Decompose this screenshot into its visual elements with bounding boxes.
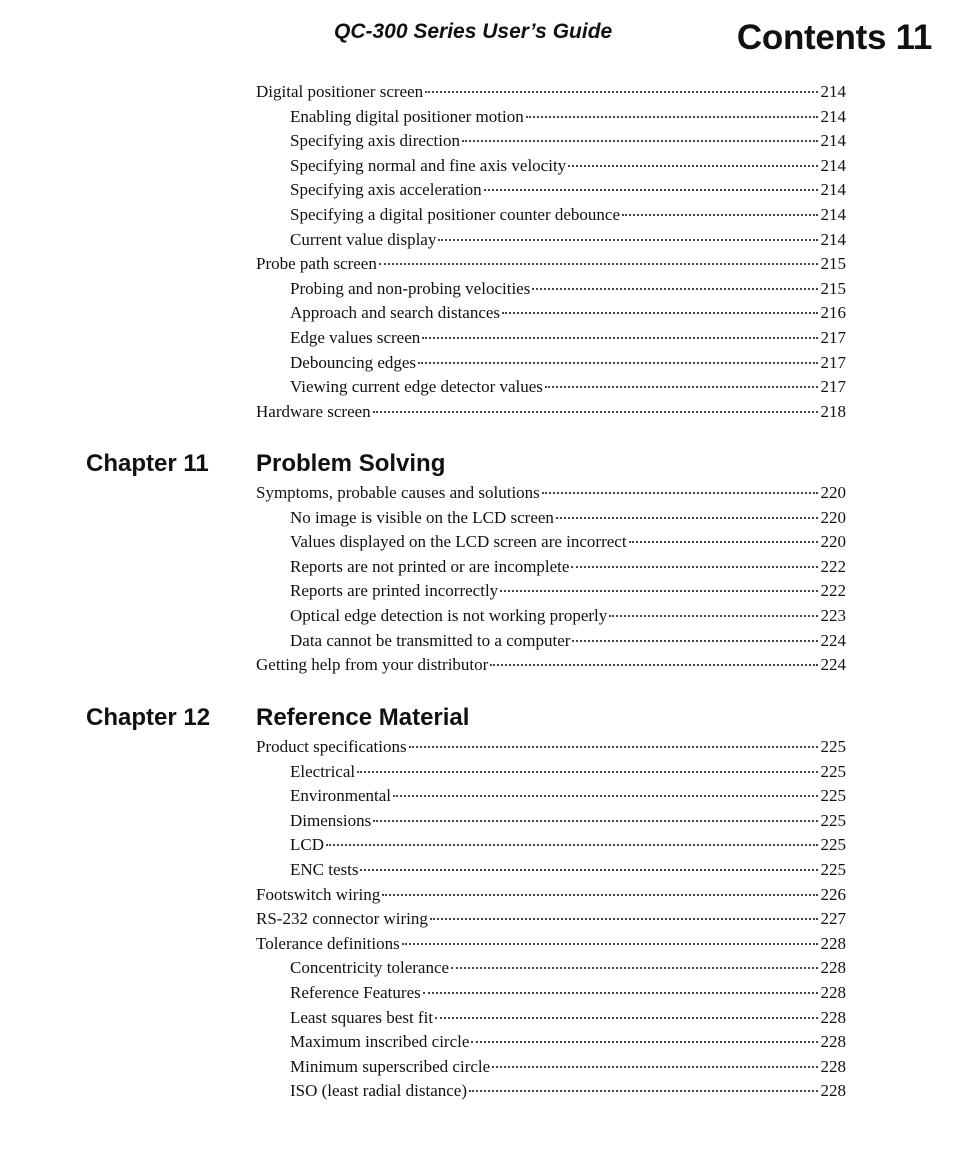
toc-entry-title: RS-232 connector wiring — [256, 909, 428, 929]
toc-entry-page: 217 — [820, 352, 846, 372]
toc-leader-dots — [490, 664, 817, 666]
toc-entry-title: Dimensions — [290, 810, 372, 830]
toc-entry-page: 220 — [820, 507, 846, 527]
toc-leader-dots — [360, 869, 817, 871]
toc-entry-page: 226 — [820, 884, 846, 904]
toc-entry-page: 214 — [820, 106, 846, 126]
toc-leader-dots — [609, 615, 817, 617]
toc-entry[interactable] — [256, 351, 846, 376]
toc-entry[interactable] — [256, 277, 846, 302]
toc-entry[interactable] — [256, 252, 846, 277]
toc-leader-dots — [492, 1066, 817, 1068]
toc-leader-dots — [326, 844, 818, 846]
toc-entry[interactable] — [256, 809, 846, 834]
toc-entry-page: 215 — [820, 254, 846, 274]
toc-entry-page: 225 — [820, 761, 846, 781]
toc-leader-dots — [622, 214, 818, 216]
toc-entry-page: 217 — [820, 377, 846, 397]
toc-leader-dots — [545, 386, 818, 388]
toc-entry-title: Data cannot be transmitted to a computer — [290, 630, 571, 650]
toc-entry-page: 217 — [820, 327, 846, 347]
toc-entry-title: Specifying axis acceleration — [290, 180, 482, 200]
toc-leader-dots — [379, 263, 818, 265]
toc-entry-title: Minimum superscribed circle — [290, 1056, 491, 1076]
toc-entry-page: 228 — [820, 1007, 846, 1027]
toc-entry-title: Maximum inscribed circle — [290, 1032, 470, 1052]
chapter-label-11: Chapter 11 — [86, 450, 209, 477]
toc-entry[interactable] — [256, 932, 846, 957]
toc-entry-title: Current value display — [290, 229, 437, 249]
toc-entry[interactable] — [256, 400, 846, 425]
toc-leader-dots — [430, 918, 818, 920]
toc-entry-title: Values displayed on the LCD screen are incorrect — [290, 532, 627, 552]
toc-entry-title: Debouncing edges — [290, 352, 417, 372]
toc-entry-page: 228 — [820, 982, 846, 1002]
toc-entry-title: Approach and search distances — [290, 303, 501, 323]
toc-leader-dots — [409, 746, 818, 748]
toc-entry-page: 224 — [820, 655, 846, 675]
toc-entry-title: ENC tests — [290, 859, 359, 879]
toc-entry-page: 215 — [820, 278, 846, 298]
toc-entry-title: Specifying a digital positioner counter debounce — [290, 204, 620, 224]
toc-entry-title: LCD — [290, 835, 324, 855]
toc-entry[interactable] — [256, 530, 846, 555]
toc-entry[interactable] — [256, 784, 846, 809]
toc-leader-dots — [438, 239, 817, 241]
toc-entry[interactable] — [256, 735, 846, 760]
toc-leader-dots — [422, 337, 817, 339]
toc-entry-page: 228 — [820, 1056, 846, 1076]
toc-entry[interactable] — [256, 604, 846, 629]
toc-leader-dots — [393, 795, 817, 797]
toc-entry[interactable] — [256, 555, 846, 580]
toc-entry-page: 214 — [820, 229, 846, 249]
toc-entry[interactable] — [256, 481, 846, 506]
toc-entry-page: 220 — [820, 532, 846, 552]
toc-entry-title: Hardware screen — [256, 401, 371, 421]
toc-entry-page: 225 — [820, 786, 846, 806]
toc-leader-dots — [526, 116, 818, 118]
toc-entry[interactable] — [256, 1006, 846, 1031]
toc-leader-dots — [502, 312, 817, 314]
toc-leader-dots — [373, 820, 817, 822]
toc-leader-dots — [423, 992, 818, 994]
toc-entry-title: Specifying axis direction — [290, 131, 460, 151]
toc-leader-dots — [572, 640, 817, 642]
toc-entry[interactable] — [256, 1030, 846, 1055]
toc-entry-page: 222 — [820, 556, 846, 576]
toc-entry-page: 218 — [820, 401, 846, 421]
toc-entry[interactable] — [256, 579, 846, 604]
toc-leader-dots — [568, 165, 817, 167]
toc-leader-dots — [451, 967, 817, 969]
toc-entry[interactable] — [256, 506, 846, 531]
toc-entry[interactable] — [256, 301, 846, 326]
toc-entry[interactable] — [256, 154, 846, 179]
toc-entry-title: Electrical — [290, 761, 356, 781]
toc-entry-title: Edge values screen — [290, 327, 421, 347]
chapter-title-12: Reference Material — [256, 704, 470, 731]
toc-leader-dots — [500, 590, 817, 592]
toc-entry-title: Enabling digital positioner motion — [290, 106, 524, 126]
toc-leader-dots — [469, 1090, 817, 1092]
toc-entry[interactable] — [256, 1079, 846, 1104]
toc-entry-title: Concentricity tolerance — [290, 958, 450, 978]
toc-entry[interactable] — [256, 105, 846, 130]
toc-entry[interactable] — [256, 653, 846, 678]
toc-entry-page: 225 — [820, 810, 846, 830]
toc-entry-page: 225 — [820, 859, 846, 879]
toc-entry[interactable] — [256, 375, 846, 400]
toc-leader-dots — [462, 140, 818, 142]
toc-leader-dots — [425, 91, 817, 93]
toc-leader-dots — [471, 1041, 817, 1043]
toc-entry-title: Footswitch wiring — [256, 884, 381, 904]
toc-entry[interactable] — [256, 129, 846, 154]
toc-entry-title: Probe path screen — [256, 254, 377, 274]
toc-entry-page: 214 — [820, 204, 846, 224]
toc-entry-page: 223 — [820, 605, 846, 625]
toc-entry-title: Probing and non-probing velocities — [290, 278, 531, 298]
toc-entry-title: Environmental — [290, 786, 392, 806]
toc-entry-title: Reference Features — [290, 982, 421, 1002]
toc-entry-page: 220 — [820, 483, 846, 502]
toc-entry[interactable] — [256, 858, 846, 883]
toc-entry-page: 228 — [820, 1032, 846, 1052]
toc-leader-dots — [435, 1017, 817, 1019]
toc-entry[interactable] — [256, 1055, 846, 1080]
toc-leader-dots — [532, 288, 817, 290]
toc-entry-title: Least squares best fit — [290, 1007, 434, 1027]
toc-entry-page: 214 — [820, 131, 846, 151]
toc-entry[interactable] — [256, 203, 846, 228]
toc-entry-page: 228 — [820, 1081, 846, 1101]
chapter-label-12: Chapter 12 — [86, 704, 211, 731]
toc-entry[interactable] — [256, 833, 846, 858]
toc-entry-title: No image is visible on the LCD screen — [290, 507, 554, 527]
toc-entry-page: 214 — [820, 155, 846, 175]
toc-entry[interactable] — [256, 760, 846, 785]
toc-entry-page: 224 — [820, 630, 846, 650]
toc-entry-page: 228 — [820, 958, 846, 978]
toc-leader-dots — [373, 411, 818, 413]
chapter-title-11: Problem Solving — [256, 450, 446, 477]
toc-leader-dots — [382, 894, 817, 896]
toc-entry-page: 216 — [820, 303, 846, 323]
toc-section-chapter-11 — [256, 481, 846, 678]
toc-entry[interactable] — [256, 80, 846, 105]
toc-leader-dots — [402, 943, 818, 945]
toc-entry-page: 214 — [820, 180, 846, 200]
toc-leader-dots — [571, 566, 817, 568]
toc-entry-title: Reports are not printed or are incomplete — [290, 556, 570, 576]
guide-title: QC-300 Series User’s Guide — [334, 20, 613, 43]
toc-entry[interactable] — [256, 228, 846, 253]
toc-entry-title: Product specifications — [256, 737, 407, 756]
toc-entry-title: Optical edge detection is not working properly — [290, 605, 608, 625]
toc-entry-title: Specifying normal and fine axis velocity — [290, 155, 567, 175]
toc-entry-page: 228 — [820, 933, 846, 953]
toc-entry-title: Reports are printed incorrectly — [290, 581, 499, 601]
toc-leader-dots — [357, 771, 817, 773]
toc-section-continued — [256, 80, 846, 424]
toc-entry-title: ISO (least radial distance) — [290, 1081, 468, 1101]
toc-entry[interactable] — [256, 956, 846, 981]
toc-entry-title: Tolerance definitions — [256, 933, 400, 953]
toc-entry-page: 222 — [820, 581, 846, 601]
toc-leader-dots — [418, 362, 817, 364]
toc-entry[interactable] — [256, 907, 846, 932]
toc-section-chapter-12 — [256, 735, 846, 1104]
toc-entry-page: 225 — [820, 737, 846, 756]
toc-entry[interactable] — [256, 326, 846, 351]
toc-entry[interactable] — [256, 178, 846, 203]
toc-entry-title: Digital positioner screen — [256, 82, 424, 101]
toc-entry[interactable] — [256, 629, 846, 654]
toc-entry[interactable] — [256, 981, 846, 1006]
toc-leader-dots — [629, 541, 818, 543]
toc-leader-dots — [484, 189, 818, 191]
toc-leader-dots — [556, 517, 818, 519]
toc-entry[interactable] — [256, 883, 846, 908]
toc-entry-title: Getting help from your distributor — [256, 655, 489, 675]
toc-entry-title: Symptoms, probable causes and solutions — [256, 483, 540, 502]
page-title: Contents 11 — [736, 18, 932, 57]
toc-entry-page: 227 — [820, 909, 846, 929]
toc-entry-page: 225 — [820, 835, 846, 855]
toc-leader-dots — [542, 492, 818, 494]
toc-entry-title: Viewing current edge detector values — [290, 377, 543, 397]
toc-entry-page: 214 — [820, 82, 846, 101]
